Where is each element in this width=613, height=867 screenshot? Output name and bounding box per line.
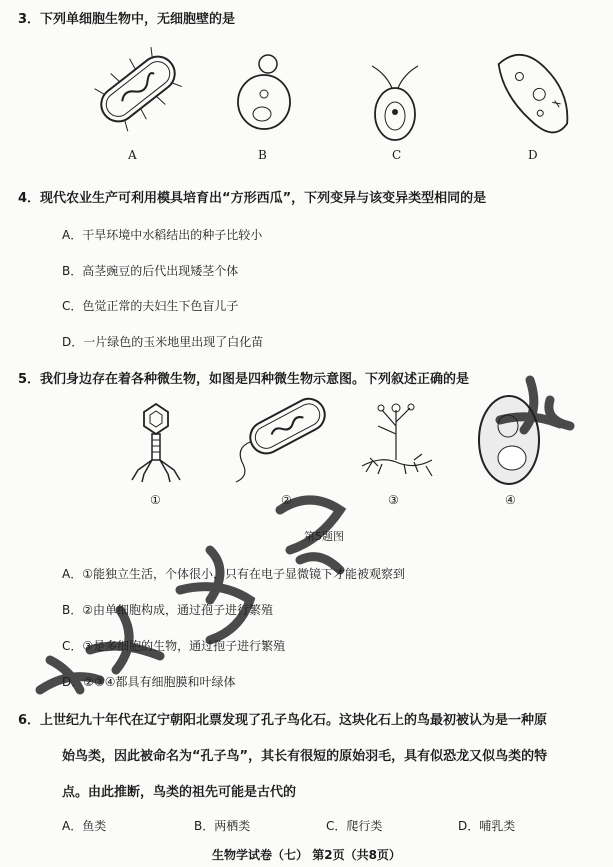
q3-label-c: C [392, 148, 402, 162]
q6-option-a: A．鱼类 [62, 819, 107, 833]
q5-label-2: ② [281, 493, 292, 507]
q6-stem-line-1: 6．上世纪九十年代在辽宁朝阳北票发现了孔子鸟化石。这块化石上的鸟最初被认为是一种原 [18, 713, 548, 728]
page-footer: 生物学试卷（七） 第2页（共8页） [212, 848, 401, 862]
q4-option-c: C．色觉正常的夫妇生下色盲儿子 [62, 299, 239, 313]
q5-figure-3-mold [356, 400, 436, 490]
q5-figure-1-virus [126, 402, 186, 484]
q5-option-d: D．②③④都具有细胞膜和叶绿体 [62, 675, 236, 689]
q5-stem: 5．我们身边存在着各种微生物，如图是四种微生物示意图。下列叙述正确的是 [18, 372, 470, 387]
q6-option-b: B．两栖类 [194, 819, 251, 833]
q3-figure-b-yeast [236, 52, 296, 132]
q5-label-3: ③ [388, 493, 399, 507]
q6-option-c: C．爬行类 [326, 819, 383, 833]
q4-stem: 4．现代农业生产可利用模具培育出“方形西瓜”，下列变异与该变异类型相同的是 [18, 191, 487, 206]
q5-option-c: C．③是多细胞的生物，通过孢子进行繁殖 [62, 639, 286, 653]
q6-stem-line-3: 点。由此推断，鸟类的祖先可能是古代的 [62, 785, 297, 800]
q5-figure-4-yeast-cell [474, 390, 544, 490]
q3-figure-c-chlamydomonas [362, 50, 432, 140]
q4-option-a: A．干旱环境中水稻结出的种子比较小 [62, 228, 263, 242]
q5-figure-2-bacterium [228, 392, 328, 482]
q5-option-b: B．②由单细胞构成，通过孢子进行繁殖 [62, 603, 273, 617]
q5-figure-caption: 第5题图 [304, 530, 344, 543]
q5-option-a: A．①能独立生活，个体很小，只有在电子显微镜下才能被观察到 [62, 567, 405, 581]
q3-stem: 3．下列单细胞生物中，无细胞壁的是 [18, 12, 236, 27]
q4-option-d: D．一片绿色的玉米地里出现了白化苗 [62, 335, 264, 349]
q6-stem-line-2: 始鸟类，因此被命名为“孔子鸟”，其长有很短的原始羽毛，具有似恐龙又似鸟类的特 [62, 749, 548, 764]
q4-option-b: B．高茎豌豆的后代出现矮茎个体 [62, 264, 239, 278]
q5-label-1: ① [150, 493, 161, 507]
q3-figure-a-bacterium [88, 44, 188, 134]
q3-figure-d-paramecium [490, 40, 580, 140]
q3-label-d: D [528, 148, 538, 162]
q5-label-4: ④ [505, 493, 516, 507]
q3-label-a: A [128, 148, 137, 162]
q6-option-d: D．哺乳类 [458, 819, 516, 833]
q3-label-b: B [258, 148, 267, 162]
